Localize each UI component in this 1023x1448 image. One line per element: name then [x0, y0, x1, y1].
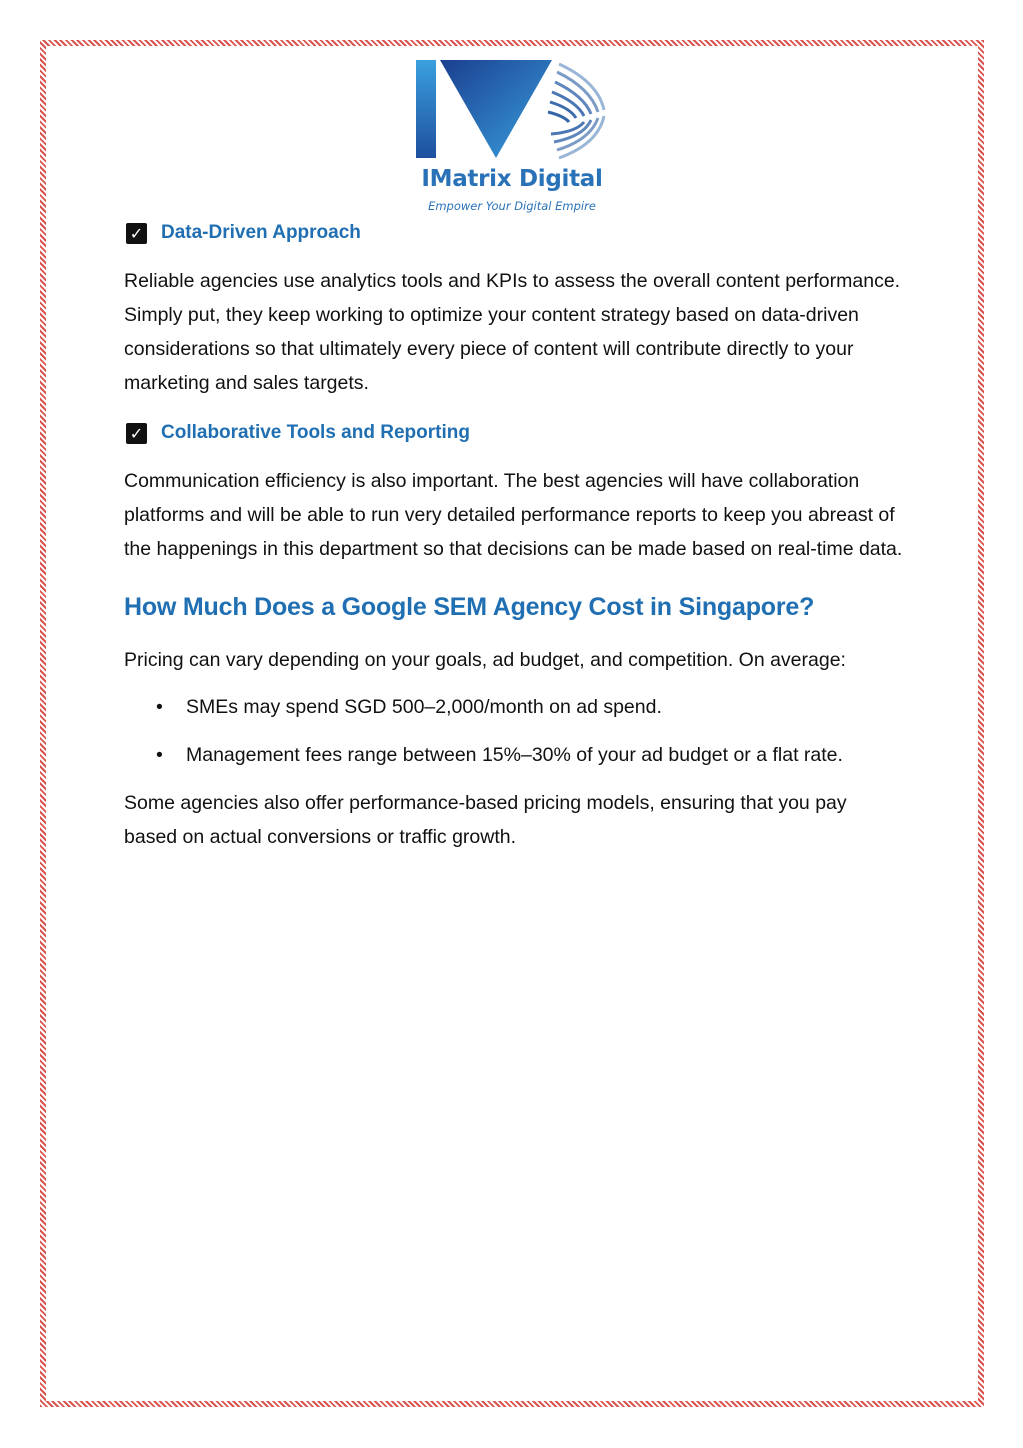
section-heading-collaborative — [126, 418, 904, 448]
list-item-text: Management fees range between 15%–30% of your ad budget or a flat rate. — [186, 744, 843, 766]
document-content — [124, 218, 904, 854]
logo-tagline: Empower Your Digital Empire — [428, 199, 596, 213]
company-logo — [414, 58, 610, 216]
checkbox-checked-icon: ✓ — [126, 223, 147, 244]
section-body: Reliable agencies use analytics tools and KPIs to assess the overall content performance. Simply put, they keep working to optimize your content strategy based on data-driven considerations so that ultimately every piece of content will contribute directly to your marketing and sales targets. — [124, 270, 901, 394]
list-item-text: SMEs may spend SGD 500–2,000/month on ad spend. — [186, 696, 662, 718]
checkbox-checked-icon: ✓ — [126, 423, 147, 444]
section-body: Communication efficiency is also important. The best agencies will have collaboration platforms and will be able to run very detailed performance reports to keep you abreast of the happenings in this department so that decisions can be made based on real-time data. — [124, 470, 903, 560]
pricing-closing: Some agencies also offer performance-based pricing models, ensuring that you pay based on actual conversions or traffic growth. — [124, 792, 847, 848]
pricing-bullet-list — [124, 690, 904, 772]
pricing-heading: How Much Does a Google SEM Agency Cost in Singapore? — [124, 593, 815, 621]
logo-name: IMatrix Digital — [421, 166, 603, 192]
bullet-icon: • — [156, 696, 163, 718]
section-title: Collaborative Tools and Reporting — [161, 422, 470, 443]
list-item — [124, 690, 904, 724]
list-item — [124, 738, 904, 772]
pricing-intro: Pricing can vary depending on your goals, ad budget, and competition. On average: — [124, 649, 846, 671]
bullet-icon: • — [156, 744, 163, 766]
section-title: Data-Driven Approach — [161, 222, 361, 243]
section-heading-data-driven — [126, 218, 904, 248]
logo-mark — [414, 58, 610, 166]
